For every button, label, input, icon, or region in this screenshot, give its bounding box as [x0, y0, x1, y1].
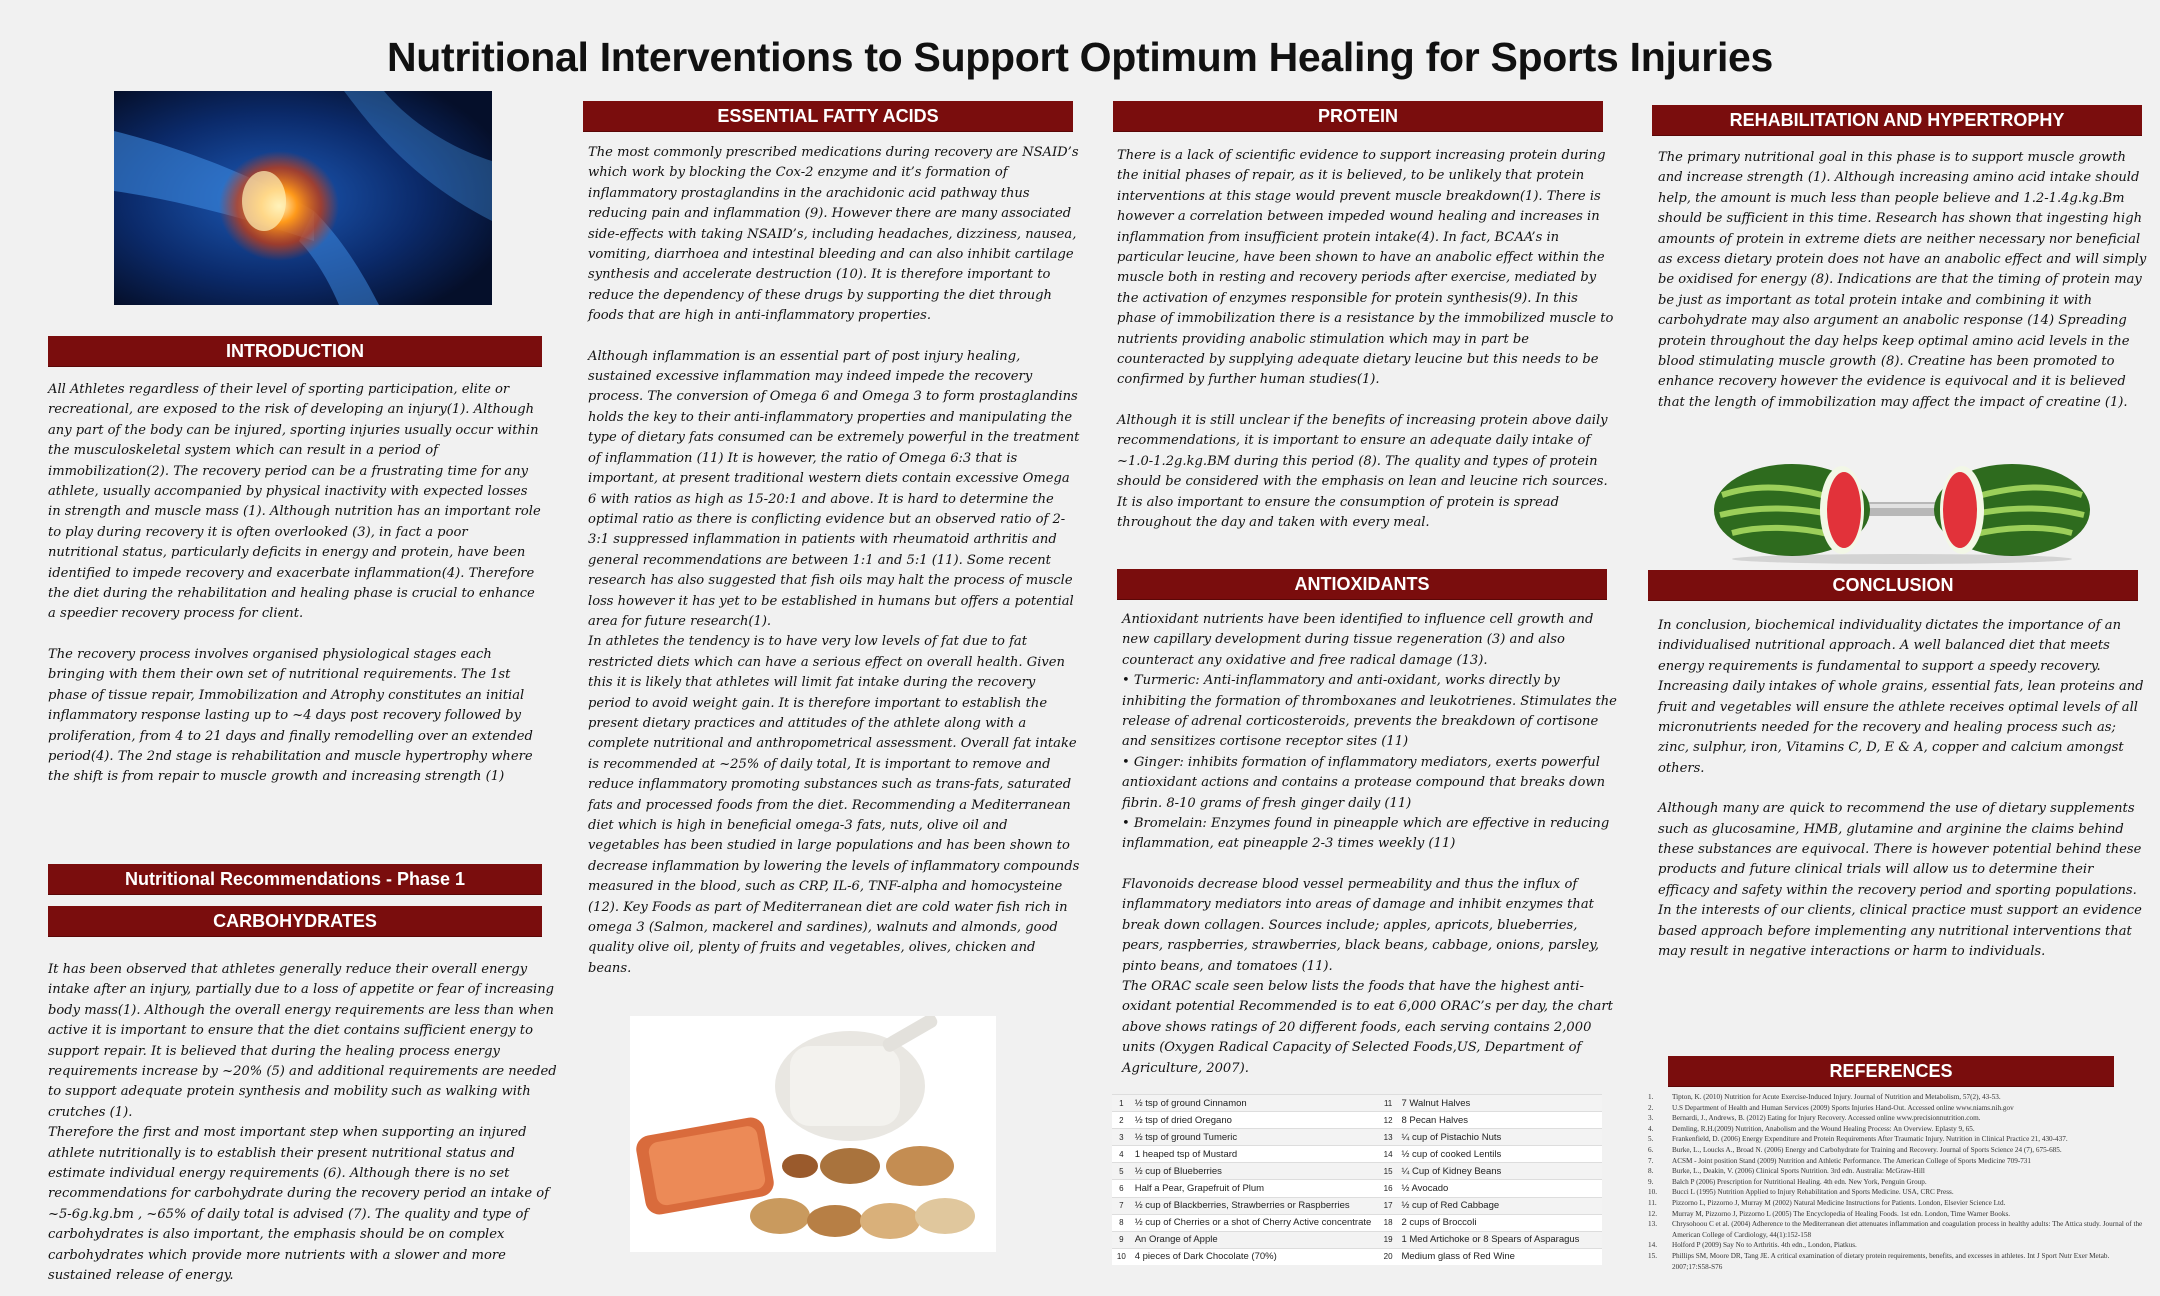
protein-paragraph-1: There is a lack of scientific evidence to support increasing protein during the initial phases of repair, as it is believed, to be unlikely that protein interventions at this stage would prevent muscle breakdown(1). There is however a correlation between impeded wound healing and increases in inflammation from insufficient protein intake(4). In fact, BCAA’s in particular leucine, have been shown to have an anabolic effect within the muscle both in resting and recovery periods after exercise, mediated by the activation of enzymes responsible for protein synthesis(9). In this phase of immobilization there is a resistance by the immobilized muscle to nutrients providing anabolic stimulation which may in part be counteracted by supplying adequate dietary leucine but this needs to be confirmed by further human studies(1). [1117, 148, 1614, 388]
rehabilitation-heading: REHABILITATION AND HYPERTROPHY [1652, 105, 2142, 135]
orac-rank-cell: 19 [1379, 1231, 1398, 1248]
orac-food-cell: Medium glass of Red Wine [1397, 1248, 1602, 1265]
reference-text: Murray M, Pizzorno J, Pizzorno L (2005) The Encyclopedia of Healing Foods. 1st edn. London, Time Warner Books. [1672, 1209, 2011, 1218]
reference-text: Balch P (2006) Prescription for Nutritional Healing. 4th edn. New York, Penguin Group. [1672, 1177, 1927, 1186]
conclusion-text [1658, 616, 2148, 963]
fatty-acids-paragraph-1: The most commonly prescribed medications during recovery are NSAID’s which work by blocking the Cox-2 enzyme and it’s formation of inflammatory prostaglandins in the arachidonic acid pathway thus reducing pain and inflammation (9). However there are many associated side-effects with taking NSAID’s, including headaches, dizziness, nausea, vomiting, diarrhoea and intestinal bleeding and can also inhibit cartilage synthesis and accelerate destruction (10). It is therefore important to reduce the dependency of these drugs by supporting the diet through foods that are high in anti-inflammatory properties. [588, 145, 1079, 324]
reference-number: 7. [1648, 1156, 1654, 1165]
orac-food-cell: ½ cup of Red Cabbage [1397, 1197, 1602, 1214]
reference-text: Demling, R.H.(2009) Nutrition, Anabolism and the Wound Healing Process: An Overview. Eplasty 9, 65. [1672, 1124, 1975, 1133]
orac-table-row [1112, 1112, 1602, 1129]
orac-rank-cell: 10 [1112, 1248, 1131, 1265]
reference-text: Bernardi, J., Andrews, B. (2012) Eating for Injury Recovery. Accessed online www.precisionnutrition.com. [1672, 1114, 1981, 1123]
mediterranean-foods-image [630, 1016, 996, 1252]
orac-rank-cell: 6 [1112, 1180, 1131, 1197]
orac-food-cell: 1 heaped tsp of Mustard [1131, 1146, 1379, 1163]
orac-food-cell: 4 pieces of Dark Chocolate (70%) [1131, 1248, 1379, 1265]
orac-rank-cell: 14 [1379, 1146, 1398, 1163]
reference-item [1648, 1113, 2144, 1124]
orac-food-cell: 2 cups of Broccoli [1397, 1214, 1602, 1231]
reference-item [1648, 1103, 2144, 1114]
reference-number: 8. [1648, 1167, 1654, 1176]
reference-item [1648, 1240, 2144, 1251]
orac-rank-cell: 15 [1379, 1163, 1398, 1180]
orac-table-row [1112, 1231, 1602, 1248]
orac-rank-cell: 11 [1379, 1095, 1398, 1112]
orac-food-cell: ¼ Cup of Kidney Beans [1397, 1163, 1602, 1180]
reference-item [1648, 1156, 2144, 1167]
orac-table-row [1112, 1214, 1602, 1231]
antioxidants-bullet-ginger: • Ginger: inhibits formation of inflammatory mediators, exerts powerful antioxidant actions and contains a protease compound that breaks down fibrin. 8-10 grams of fresh ginger daily (11) [1122, 754, 1606, 811]
antioxidants-bullet-bromelain: • Bromelain: Enzymes found in pineapple which are effective in reducing inflammation, eat pineapple 2-3 times weekly (11) [1122, 816, 1610, 852]
orac-food-cell: ½ tsp of dried Oregano [1131, 1112, 1379, 1129]
reference-number: 3. [1648, 1114, 1654, 1123]
orac-rank-cell: 7 [1112, 1197, 1131, 1214]
orac-table-row [1112, 1146, 1602, 1163]
reference-text: Frankenfield, D. (2006) Energy Expenditure and Protein Requirements After Traumatic Injury. Nutrition in Clinical Practice 21, 430-437. [1672, 1135, 2068, 1144]
conclusion-heading: CONCLUSION [1648, 570, 2138, 600]
reference-text: ACSM - Joint position Stand (2009) Nutrition and Athletic Performance. The American College of Sports Medicine 709-731 [1672, 1156, 2031, 1165]
knee-injury-image [114, 91, 492, 305]
orac-rank-cell: 16 [1379, 1180, 1398, 1197]
orac-food-cell: ½ Avocado [1397, 1180, 1602, 1197]
reference-text: Bucci L (1995) Nutrition Applied to Injury Rehabilitation and Sports Medicine. USA, CRC Press. [1672, 1188, 1954, 1197]
rehabilitation-paragraph-1: The primary nutritional goal in this phase is to support muscle growth and increase strength (1). Although increasing amino acid intake should help, the amount is much less than people believe and 1.2-1.4g.kg.Bm should be sufficient in this time. Research has shown that ingesting high amounts of protein in extreme diets are neither necessary nor beneficial as excess dietary protein does not have an anabolic effect and will simply be oxidised for energy (8). Indications are that the timing of protein may be just as important as total protein intake and combining it with carbohydrate may also argument an anabolic response (14) Spreading protein throughout the day helps keep optimal amino acid levels in the blood stimulating muscle growth (8). Creatine has been promoted to enhance recovery however the evidence is equivocal and it is believed that the length of immobilization may affect the impact of creatine (1). [1658, 150, 2147, 410]
reference-item [1648, 1251, 2144, 1272]
orac-rank-cell: 17 [1379, 1197, 1398, 1214]
orac-food-cell: Half a Pear, Grapefruit of Plum [1131, 1180, 1379, 1197]
reference-text: Chrysohoou C et al. (2004) Adherence to the Mediterranean diet attenuates inflammation and coagulation process in healthy adults: The Attica study. Journal of the American College of Cardiology, 44(1):152-158 [1672, 1220, 2143, 1239]
reference-item [1648, 1177, 2144, 1188]
orac-rank-cell: 13 [1379, 1129, 1398, 1146]
reference-text: Burke, L., Deakin, V. (2006) Clinical Sports Nutrition. 3rd edn. Australia: McGraw-Hill [1672, 1167, 1925, 1176]
reference-item [1648, 1145, 2144, 1156]
orac-rank-cell: 8 [1112, 1214, 1131, 1231]
carbohydrates-paragraph-1: It has been observed that athletes generally reduce their overall energy intake after an injury, partially due to a loss of appetite or fear of increasing body mass(1). Although the overall energy requirements are less than when active it is important to ensure that the diet contains sufficient energy to support repair. It is believed that during the healing process energy requirements increase by ~20% (5) and additional requirements are needed to support adequate protein synthesis and mobility such as walking with crutches (1). [48, 962, 557, 1120]
orac-food-cell: ½ tsp of ground Cinnamon [1131, 1095, 1379, 1112]
reference-item [1648, 1187, 2144, 1198]
watermelon-dumbbell-image [1692, 455, 2112, 565]
reference-item [1648, 1134, 2144, 1145]
reference-number: 13. [1648, 1220, 1657, 1229]
reference-number: 9. [1648, 1177, 1654, 1186]
reference-number: 14. [1648, 1241, 1657, 1250]
reference-item [1648, 1124, 2144, 1135]
orac-rank-cell: 18 [1379, 1214, 1398, 1231]
poster-title: Nutritional Interventions to Support Optimum Healing for Sports Injuries [386, 34, 1774, 80]
rehabilitation-text [1658, 148, 2148, 413]
reference-number: 10. [1648, 1188, 1657, 1197]
reference-number: 6. [1648, 1145, 1654, 1154]
reference-number: 15. [1648, 1251, 1657, 1260]
fatty-acids-paragraph-2: Although inflammation is an essential part of post injury healing, sustained excessive inflammation may indeed impede the recovery process. The conversion of Omega 6 and Omega 3 to form prostaglandins holds the key to their anti-inflammatory properties and manipulating the type of dietary fats consumed can be extremely powerful in the treatment of inflammation (11) It is however, the ratio of Omega 6:3 that is important, at present traditional western diets contain excessive Omega 6 with ratios as high as 15-20:1 and above. It is hard to determine the optimal ratio as there is conflicting evidence but an observed ratio of 2-3:1 suppressed inflammation in patients with rheumatoid arthritis and general recommendations are between 1:1 and 5:1 (11). Some recent research has also suggested that fish oils may halt the process of muscle loss however it has yet to be established in humans but offers a potential area for future research(1). [588, 348, 1080, 629]
references-heading: REFERENCES [1668, 1056, 2114, 1086]
introduction-paragraph-2: The recovery process involves organised physiological stages each bringing with them their own set of nutritional requirements. The 1st phase of tissue repair, Immobilization and Atrophy constitutes an initial inflammatory response lasting up to ~4 days post recovery followed by proliferation, from 4 to 21 days and finally remodelling over an extended period(4). The 2nd stage is rehabilitation and muscle hypertrophy where the shift is from repair to muscle growth and increasing strength (1) [48, 646, 533, 785]
orac-rank-cell: 2 [1112, 1112, 1131, 1129]
reference-text: Phillips SM, Moore DR, Tang JE. A critical examination of dietary protein requirements, benefits, and excesses in athletes. Int J Sport Nutr Exer Metab. 2007;17:S58-S76 [1672, 1251, 2110, 1271]
introduction-text [48, 380, 542, 788]
orac-table-row [1112, 1180, 1602, 1197]
reference-number: 11. [1648, 1198, 1657, 1207]
orac-rank-cell: 20 [1379, 1248, 1398, 1265]
reference-number: 2. [1648, 1103, 1654, 1112]
fatty-acids-heading: ESSENTIAL FATTY ACIDS [583, 101, 1073, 131]
reference-item [1648, 1092, 2144, 1103]
orac-food-cell: ½ cup of Cherries or a shot of Cherry Active concentrate [1131, 1214, 1379, 1231]
fatty-acids-paragraph-3: In athletes the tendency is to have very low levels of fat due to fat restricted diets which can have a serious effect on overall health. Given this it is likely that athletes will limit fat intake during the recovery period to avoid weight gain. It is therefore important to establish the present dietary practices and attitudes of the athlete along with a complete nutritional and anthropometrical assessment. Overall fat intake is recommended at ~25% of daily total, It is important to remove and reduce inflammatory promoting substances such as trans-fats, saturated fats and processed foods from the diet. Recommending a Mediterranean diet which is high in beneficial omega-3 fats, nuts, olive oil and vegetables has been studied in large populations and has been shown to decrease inflammation by lowering the levels of inflammatory compounds measured in the blood, such as CRP, IL-6, TNF-alpha and homocysteine (12). Key Foods as part of Mediterranean diet are cold water fish rich in omega 3 (Salmon, mackerel and sardines), walnuts and almonds, good quality olive oil, plenty of fruits and vegetables, olives, chicken and beans. [588, 634, 1080, 976]
orac-food-cell: ¼ cup of Pistachio Nuts [1397, 1129, 1602, 1146]
reference-number: 4. [1648, 1124, 1654, 1133]
conclusion-paragraph-2: Although many are quick to recommend the use of dietary supplements such as glucosamine, HMB, glutamine and arginine the claims behind these substances are equivocal. There is however potential behind these products and future clinical trials will allow us to determine their efficacy and safety within the recovery period and sporting populations. In the interests of our clients, clinical practice must support an evidence based approach before implementing any nutritional interventions that may result in negative interactions or harm to individuals. [1658, 801, 2142, 960]
orac-rank-cell: 4 [1112, 1146, 1131, 1163]
reference-number: 5. [1648, 1135, 1654, 1144]
orac-table [1112, 1094, 1602, 1265]
orac-table-row [1112, 1129, 1602, 1146]
conclusion-paragraph-1: In conclusion, biochemical individuality dictates the importance of an individualised nutritional approach. A well balanced diet that meets energy requirements is fundamental to support a speedy recovery. Increasing daily intakes of whole grains, essential fats, lean proteins and fruit and vegetables will ensure the athlete receives optimal levels of all micronutrients needed for the recovery and healing process such as; zinc, sulphur, iron, Vitamins C, D, E & A, copper and calcium amongst others. [1658, 618, 2144, 776]
protein-heading: PROTEIN [1113, 101, 1603, 131]
orac-food-cell: ½ cup of cooked Lentils [1397, 1146, 1602, 1163]
carbohydrates-heading: CARBOHYDRATES [48, 906, 542, 936]
orac-rank-cell: 1 [1112, 1095, 1131, 1112]
reference-item [1648, 1219, 2144, 1240]
reference-item [1648, 1166, 2144, 1177]
orac-table-row [1112, 1163, 1602, 1180]
antioxidants-paragraph-2: Flavonoids decrease blood vessel permeability and thus the influx of inflammatory mediators into areas of damage and inhibit enzymes that break down collagen. Sources include; apples, apricots, blueberries, pears, raspberries, strawberries, black beans, cabbage, onions, parsley, pinto beans, and tomatoes (11). [1122, 876, 1600, 974]
orac-rank-cell: 9 [1112, 1231, 1131, 1248]
fatty-acids-text [588, 143, 1082, 979]
protein-paragraph-2: Although it is still unclear if the benefits of increasing protein above daily recommendations, it is important to ensure an adequate daily intake of ~1.0-1.2g.kg.BM during this period (8). The quality and types of protein should be considered with the emphasis on lean and leucine rich sources. It is also important to ensure the consumption of protein is spread throughout the day and taken with every meal. [1117, 412, 1608, 530]
antioxidants-paragraph-1: Antioxidant nutrients have been identified to influence cell growth and new capillary development during tissue regeneration (3) and also counteract any oxidative and free radical damage (13). [1122, 612, 1594, 668]
protein-text [1117, 146, 1617, 533]
reference-text: U.S Department of Health and Human Services (2009) Sports Injuries Hand-Out. Accessed online www.niams.nih.gov [1672, 1103, 2014, 1112]
introduction-heading: INTRODUCTION [48, 336, 542, 366]
orac-table-row [1112, 1248, 1602, 1265]
references-list [1648, 1092, 2144, 1272]
reference-text: Pizzorno L, Pizzorno J, Murray M (2002) Natural Medicine Instructions for Patients. London, Elsevier Science Ltd. [1672, 1198, 2006, 1207]
orac-food-cell: An Orange of Apple [1131, 1231, 1379, 1248]
orac-food-cell: ½ tsp of ground Tumeric [1131, 1129, 1379, 1146]
reference-item [1648, 1209, 2144, 1220]
introduction-paragraph-1: All Athletes regardless of their level of sporting participation, elite or recreational, are exposed to the risk of developing an injury(1). Although any part of the body can be injured, sporting injuries usually occur within the musculoskeletal system which can result in a period of immobilization(2). The recovery period can be a frustrating time for any athlete, usually accompanied by physical inactivity with expected losses in strength and muscle mass (1). Although nutrition has an important role to play during recovery it is often overlooked (3), in fact a poor nutritional status, particularly deficits in energy and protein, have been identified to impede recovery and exacerbate inflammation(4). Therefore the diet during the rehabilitation and healing phase is crucial to enhance a speedier recovery process for client. [48, 382, 541, 622]
carbohydrates-paragraph-2: Therefore the first and most important step when supporting an injured athlete nutritionally is to establish their present nutritional status and estimate individual energy requirements (6). Although there is no set recommendations for carbohydrate during the recovery period an intake of ~5-6g.kg.bm , ~65% of daily total is advised (7). The quality and type of carbohydrates is also important, the emphasis should be on complex carbohydrates which provide more nutrients with a slower and more sustained release of energy. [48, 1125, 550, 1284]
orac-rank-cell: 3 [1112, 1129, 1131, 1146]
reference-text: Burke, L., Loucks A., Broad N. (2006) Energy and Carbohydrate for Training and Recovery. Journal of Sports Science 24 (7), 675-685. [1672, 1145, 2062, 1154]
orac-table-row [1112, 1095, 1602, 1112]
orac-rank-cell: 5 [1112, 1163, 1131, 1180]
reference-number: 12. [1648, 1209, 1657, 1218]
reference-text: Tipton, K. (2010) Nutrition for Acute Exercise-Induced Injury. Journal of Nutrition and Metabolism, 57(2), 43-53. [1672, 1093, 2001, 1101]
antioxidants-bullet-turmeric: • Turmeric: Anti-inflammatory and anti-oxidant, works directly by inhibiting the formation of thromboxanes and leukotrienes. Stimulates the release of adrenal corticosteroids, prevents the breakdown of cortisone and sensitizes cortisone receptor sites (11) [1122, 673, 1617, 750]
orac-food-cell: 7 Walnut Halves [1397, 1095, 1602, 1112]
reference-number: 1. [1648, 1093, 1654, 1101]
antioxidants-paragraph-3: The ORAC scale seen below lists the foods that have the highest anti-oxidant potential Recommended is to eat 6,000 ORAC’s per day, the chart above shows ratings of 20 different foods, each serving contains 2,000 units (Oxygen Radical Capacity of Selected Foods,US, Department of Agriculture, 2007). [1122, 978, 1613, 1076]
antioxidants-text [1122, 610, 1618, 1079]
reference-item [1648, 1198, 2144, 1209]
orac-food-cell: 8 Pecan Halves [1397, 1112, 1602, 1129]
phase1-heading: Nutritional Recommendations - Phase 1 [48, 864, 542, 894]
antioxidants-heading: ANTIOXIDANTS [1117, 569, 1607, 599]
orac-food-cell: 1 Med Artichoke or 8 Spears of Asparagus [1397, 1231, 1602, 1248]
reference-text: Holford P (2009) Say No to Arthritis. 4th edn., London, Piatkus. [1672, 1241, 1857, 1250]
carbohydrates-text [48, 960, 558, 1287]
orac-table-row [1112, 1197, 1602, 1214]
orac-food-cell: ½ cup of Blueberries [1131, 1163, 1379, 1180]
orac-rank-cell: 12 [1379, 1112, 1398, 1129]
orac-food-cell: ½ cup of Blackberries, Strawberries or Raspberries [1131, 1197, 1379, 1214]
